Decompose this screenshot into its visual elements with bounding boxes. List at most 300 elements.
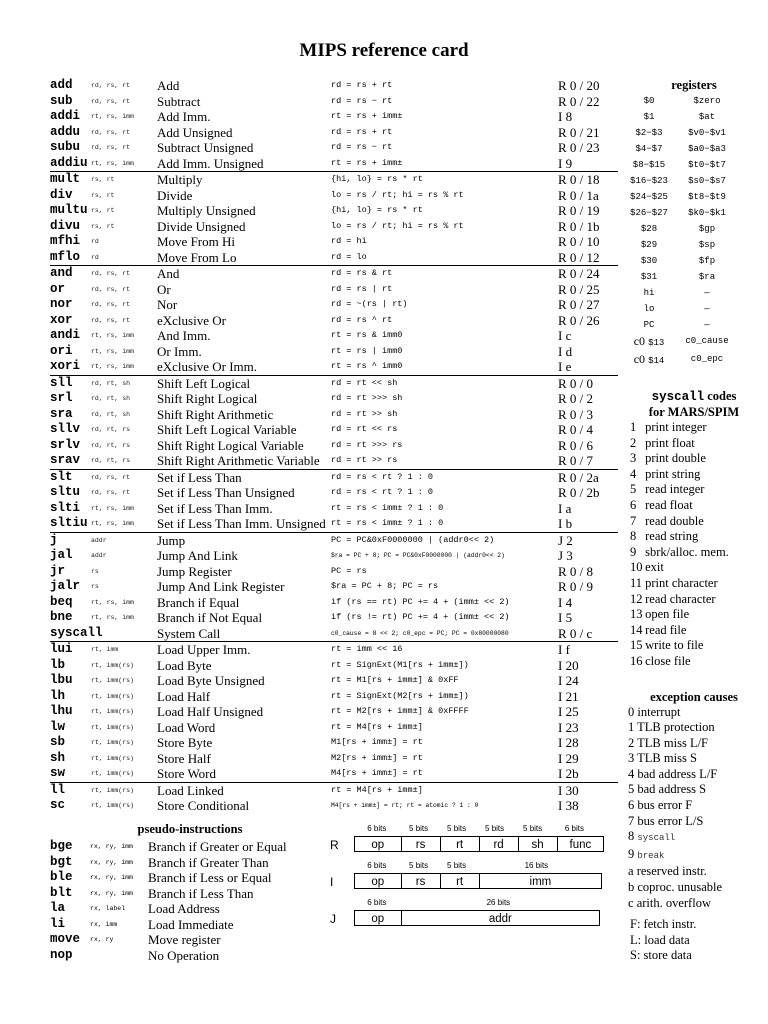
exception-code: 1 bbox=[628, 720, 638, 735]
format-field: op bbox=[354, 836, 401, 852]
exception-item bbox=[620, 782, 768, 798]
instruction-operands: rd, rt, sh bbox=[91, 395, 131, 403]
instruction-mnemonic: mult bbox=[50, 172, 91, 188]
pseudo-section bbox=[50, 822, 330, 963]
exception-label: TLB miss L/F bbox=[637, 735, 708, 750]
instruction-description: Store Conditional bbox=[157, 798, 250, 814]
instruction-semantics: rt = rs + imm± bbox=[331, 111, 403, 122]
pseudo-table bbox=[50, 839, 287, 963]
register-name: $gp bbox=[698, 224, 716, 234]
syscall-code: 7 bbox=[630, 513, 637, 528]
coprocessor-prefix: c0 bbox=[633, 334, 649, 348]
instruction-encoding: I 2b bbox=[558, 766, 579, 782]
format-label: J bbox=[330, 912, 336, 926]
instruction-row bbox=[50, 422, 618, 438]
instruction-row bbox=[50, 282, 618, 298]
register-number: PC bbox=[643, 320, 655, 330]
instruction-mnemonic: srav bbox=[50, 453, 81, 468]
instruction-row bbox=[50, 156, 618, 172]
format-field-bits: 6 bits bbox=[367, 898, 387, 907]
instruction-encoding: I 23 bbox=[558, 719, 579, 735]
register-row bbox=[620, 189, 768, 205]
instruction-operands: rt, imm(rs) bbox=[91, 708, 134, 716]
instruction-row bbox=[50, 532, 618, 548]
syscall-item bbox=[620, 545, 768, 561]
format-field: rs bbox=[401, 873, 440, 889]
instruction-operands: rt, rs, imm bbox=[91, 614, 134, 622]
exception-item bbox=[620, 896, 768, 912]
syscall-label: open file bbox=[642, 607, 690, 622]
register-number: $29 bbox=[640, 240, 658, 250]
instruction-description: Load Half Unsigned bbox=[157, 704, 264, 720]
instruction-encoding: R 0 / 9 bbox=[558, 579, 594, 595]
instruction-row bbox=[50, 359, 618, 375]
instruction-mnemonic: div bbox=[50, 187, 73, 202]
syscall-item bbox=[620, 560, 768, 576]
instruction-operands: rt, imm(rs) bbox=[91, 661, 134, 669]
instruction-encoding: R 0 / 12 bbox=[558, 249, 600, 265]
format-field-bits: 5 bits bbox=[447, 824, 467, 833]
instruction-row bbox=[50, 782, 618, 798]
instruction-mnemonic: addiu bbox=[50, 155, 88, 170]
format-row-r bbox=[330, 824, 598, 859]
format-fields bbox=[354, 910, 600, 926]
instruction-encoding: R 0 / 20 bbox=[558, 78, 600, 94]
instruction-semantics: if (rs == rt) PC += 4 + (imm± << 2) bbox=[331, 596, 510, 607]
syscall-code: 16 bbox=[630, 653, 643, 668]
exception-item bbox=[620, 814, 768, 830]
register-name: — bbox=[704, 288, 710, 298]
instruction-semantics: $ra = PC + 8; PC = PC&0xF0000000 | (addr0<< 2) bbox=[331, 552, 505, 560]
coprocessor-register-id: $14 bbox=[648, 356, 665, 366]
instruction-operands: addr bbox=[91, 532, 157, 548]
format-field: addr bbox=[401, 910, 601, 926]
instruction-operands: rd, rs, rt bbox=[91, 301, 131, 309]
instruction-mnemonic: jal bbox=[50, 548, 73, 563]
instruction-encoding: R 0 / 19 bbox=[558, 203, 600, 219]
instruction-operands: rt, rs, imm bbox=[91, 520, 134, 528]
instruction-row bbox=[50, 689, 618, 705]
format-field-bits: 5 bits bbox=[485, 824, 505, 833]
instruction-row bbox=[50, 78, 618, 94]
instruction-description: Nor bbox=[157, 297, 178, 313]
instruction-semantics: rd = lo bbox=[331, 251, 367, 262]
register-row bbox=[620, 237, 768, 253]
syscall-item bbox=[620, 607, 768, 623]
exception-label: coproc. unusable bbox=[637, 880, 723, 895]
instruction-encoding: R 0 / 7 bbox=[558, 453, 594, 469]
instruction-encoding: R 0 / 10 bbox=[558, 234, 600, 250]
instruction-description: Set if Less Than bbox=[157, 469, 331, 485]
instruction-operands: rd, rt, rs bbox=[91, 457, 131, 465]
instruction-semantics: PC = rs bbox=[331, 565, 367, 576]
registers-heading: registers bbox=[671, 78, 717, 92]
syscall-heading-code: syscall bbox=[651, 390, 705, 404]
syscall-heading-rest: codes bbox=[704, 389, 737, 403]
instruction-semantics: rd = rs | rt bbox=[331, 283, 393, 294]
exception-code: a bbox=[628, 864, 637, 879]
instruction-mnemonic: or bbox=[50, 281, 66, 296]
format-field: rt bbox=[440, 836, 479, 852]
instruction-encoding: I 28 bbox=[558, 735, 579, 751]
instruction-row bbox=[50, 658, 618, 674]
instruction-row bbox=[50, 453, 618, 469]
pseudo-description: Load Immediate bbox=[148, 916, 234, 932]
instruction-description: eXclusive Or bbox=[157, 312, 226, 328]
syscall-item bbox=[620, 436, 768, 452]
instruction-description: Add Imm. bbox=[157, 109, 211, 125]
instruction-semantics: rd = rs − rt bbox=[331, 142, 393, 153]
instruction-operands: rd, rt, rs bbox=[91, 441, 131, 449]
instruction-operands: rd, rs, rt bbox=[91, 128, 131, 136]
instruction-row bbox=[50, 94, 618, 110]
instruction-mnemonic: lhu bbox=[50, 704, 73, 719]
instruction-operands: rt, rs, imm bbox=[91, 504, 134, 512]
instruction-encoding: R 0 / 22 bbox=[558, 93, 600, 109]
instruction-row bbox=[50, 469, 618, 485]
register-number: $1 bbox=[643, 112, 655, 122]
exceptions-heading: exception causes bbox=[650, 689, 738, 704]
syscall-code: 4 bbox=[630, 466, 637, 481]
register-row bbox=[620, 173, 768, 189]
instruction-encoding: R 0 / 1a bbox=[558, 187, 599, 203]
exception-label: bus error L/S bbox=[637, 813, 704, 828]
instruction-semantics: rd = rt << rs bbox=[331, 424, 398, 435]
format-field-bits: 5 bits bbox=[409, 861, 429, 870]
instruction-mnemonic: slti bbox=[50, 500, 81, 515]
instruction-operands: rs bbox=[91, 583, 99, 591]
instruction-mnemonic: sub bbox=[50, 93, 73, 108]
instruction-semantics: rd = rt >> sh bbox=[331, 408, 398, 419]
instruction-encoding: I 4 bbox=[558, 594, 573, 610]
instruction-row bbox=[50, 140, 618, 156]
instruction-description: Store Half bbox=[157, 750, 211, 766]
instruction-operands: rt, imm(rs) bbox=[91, 692, 134, 700]
instruction-mnemonic: andi bbox=[50, 328, 81, 343]
pseudo-row bbox=[50, 917, 287, 933]
pseudo-row bbox=[50, 855, 287, 871]
instruction-description: Move From Lo bbox=[157, 249, 237, 265]
syscall-item bbox=[620, 638, 768, 654]
syscall-code: 15 bbox=[630, 638, 643, 653]
pseudo-mnemonic: nop bbox=[50, 947, 73, 962]
instruction-row bbox=[50, 109, 618, 125]
syscall-label: close file bbox=[642, 653, 691, 668]
instruction-mnemonic: lb bbox=[50, 657, 66, 672]
pseudo-row bbox=[50, 948, 287, 964]
syscall-label: print float bbox=[642, 435, 695, 450]
instruction-operands: rt, rs, imm bbox=[91, 332, 134, 340]
pseudo-row bbox=[50, 870, 287, 886]
coprocessor-register-name: c0_epc bbox=[690, 354, 724, 364]
pseudo-description: Branch if Greater Than bbox=[148, 854, 269, 870]
exception-code: 7 bbox=[628, 813, 638, 828]
exception-item bbox=[620, 751, 768, 767]
instruction-row bbox=[50, 595, 618, 611]
register-list bbox=[620, 93, 768, 369]
register-name: $s0−$s7 bbox=[688, 176, 726, 186]
exception-item bbox=[620, 767, 768, 783]
syscall-label: print integer bbox=[642, 420, 707, 434]
register-name: $sp bbox=[698, 240, 716, 250]
instruction-mnemonic: lbu bbox=[50, 673, 73, 688]
instruction-description: Shift Left Logical Variable bbox=[157, 422, 297, 438]
register-row bbox=[620, 93, 768, 109]
syscall-label: read integer bbox=[642, 482, 705, 497]
instruction-row bbox=[50, 188, 618, 204]
instruction-operands: rd, rs, rt bbox=[91, 316, 131, 324]
instruction-mnemonic: jr bbox=[50, 563, 66, 578]
instruction-mnemonic: sh bbox=[50, 750, 66, 765]
instruction-encoding: R 0 / 27 bbox=[558, 297, 600, 313]
instruction-mnemonic: ori bbox=[50, 343, 73, 358]
instruction-row bbox=[50, 375, 618, 391]
instruction-encoding: R 0 / c bbox=[558, 625, 593, 641]
instruction-row bbox=[50, 564, 618, 580]
syscall-code: 1 bbox=[630, 420, 637, 434]
instruction-semantics: lo = rs / rt; hi = rs % rt bbox=[331, 220, 464, 231]
instruction-encoding: R 0 / 4 bbox=[558, 422, 594, 438]
instruction-semantics: rd = rs < rt ? 1 : 0 bbox=[331, 469, 558, 485]
pseudo-mnemonic: li bbox=[50, 916, 66, 931]
exception-code: 0 bbox=[628, 704, 638, 719]
instruction-description: Shift Right Arithmetic bbox=[157, 406, 274, 422]
instruction-operands: rt, imm(rs) bbox=[91, 754, 134, 762]
instruction-encoding: I 5 bbox=[558, 610, 573, 626]
pseudo-description: No Operation bbox=[148, 947, 220, 963]
instruction-operands: rs, rt bbox=[91, 172, 157, 188]
instruction-semantics: rd = rs < rt ? 1 : 0 bbox=[331, 487, 434, 498]
instruction-semantics: rd = rs + rt bbox=[331, 126, 393, 137]
instruction-operands: rd bbox=[91, 253, 99, 261]
instruction-semantics: PC = PC&0xF0000000 | (addr0<< 2) bbox=[331, 532, 558, 548]
instruction-operands: rt, imm(rs) bbox=[91, 770, 134, 778]
syscall-item bbox=[620, 623, 768, 639]
coprocessor-register-row bbox=[620, 351, 768, 369]
instruction-row bbox=[50, 642, 618, 658]
exception-key bbox=[620, 917, 768, 964]
format-label: R bbox=[330, 838, 339, 852]
instruction-row bbox=[50, 391, 618, 407]
instruction-encoding: R 0 / 2b bbox=[558, 485, 600, 501]
right-column bbox=[620, 78, 768, 964]
exception-label: TLB protection bbox=[637, 720, 715, 735]
instruction-semantics: rd = rs + rt bbox=[331, 80, 393, 91]
instruction-description: Load Byte Unsigned bbox=[157, 673, 265, 689]
instruction-description: Load Linked bbox=[157, 782, 331, 798]
instruction-mnemonic: sltiu bbox=[50, 516, 88, 531]
instruction-row bbox=[50, 673, 618, 689]
syscall-label: read string bbox=[642, 529, 699, 544]
instruction-operands: rs, rt bbox=[91, 222, 115, 230]
register-number: $2−$3 bbox=[635, 128, 663, 138]
instruction-row bbox=[50, 501, 618, 517]
instruction-mnemonic: addi bbox=[50, 109, 81, 124]
format-field: imm bbox=[479, 873, 603, 889]
instruction-operands: rt, imm bbox=[91, 642, 157, 658]
pseudo-description: Branch if Less or Equal bbox=[148, 870, 272, 886]
instruction-semantics: rt = rs & imm0 bbox=[331, 330, 403, 341]
exception-list bbox=[620, 705, 768, 912]
format-field-bits: 16 bits bbox=[524, 861, 549, 870]
register-row bbox=[620, 317, 768, 333]
instruction-operands: rd, rs, rt bbox=[91, 489, 131, 497]
register-row bbox=[620, 221, 768, 237]
instruction-semantics: rt = M4[rs + imm±] bbox=[331, 721, 423, 732]
instruction-mnemonic: subu bbox=[50, 140, 81, 155]
instruction-operands: rt, imm(rs) bbox=[91, 739, 134, 747]
instruction-encoding: R 0 / 18 bbox=[558, 172, 618, 188]
instruction-description: Set if Less Than Unsigned bbox=[157, 485, 295, 501]
pseudo-row bbox=[50, 886, 287, 902]
format-field: func bbox=[557, 836, 605, 852]
pseudo-mnemonic: bge bbox=[50, 839, 73, 854]
exception-label: bus error F bbox=[637, 798, 693, 813]
instruction-semantics: rd = ~(rs | rt) bbox=[331, 299, 408, 310]
pseudo-operands: rx, ry, imm bbox=[90, 874, 133, 882]
syscall-item bbox=[620, 592, 768, 608]
instruction-description: Add bbox=[157, 78, 180, 94]
syscall-label: print character bbox=[642, 575, 718, 590]
instruction-row bbox=[50, 485, 618, 501]
instruction-semantics: rt = M2[rs + imm±] & 0xFFFF bbox=[331, 706, 469, 717]
syscall-code: 8 bbox=[630, 529, 637, 544]
syscall-code: 6 bbox=[630, 497, 637, 512]
register-name: $at bbox=[698, 112, 716, 122]
instruction-operands: rd, rt, rs bbox=[91, 426, 131, 434]
instruction-semantics: rt = rs + imm± bbox=[331, 157, 403, 168]
instruction-mnemonic: sw bbox=[50, 766, 66, 781]
syscall-code: 9 bbox=[630, 544, 637, 559]
exception-label: bad address S bbox=[637, 782, 707, 797]
instruction-encoding: R 0 / 25 bbox=[558, 281, 600, 297]
pseudo-row bbox=[50, 932, 287, 948]
instruction-encoding: R 0 / 21 bbox=[558, 124, 600, 140]
register-name: $zero bbox=[693, 96, 721, 106]
instruction-row bbox=[50, 751, 618, 767]
exception-code: 4 bbox=[628, 766, 638, 781]
coprocessor-register-number bbox=[620, 333, 678, 351]
instruction-encoding: I 38 bbox=[558, 798, 579, 814]
instruction-encoding: I 9 bbox=[558, 155, 573, 171]
exception-label: TLB miss S bbox=[637, 751, 697, 766]
instruction-operands: rd, rs, rt bbox=[91, 82, 131, 90]
instruction-encoding: R 0 / 1b bbox=[558, 218, 600, 234]
instruction-row bbox=[50, 735, 618, 751]
exception-key-item: F: fetch instr. bbox=[630, 917, 697, 932]
syscall-list bbox=[620, 420, 768, 670]
register-name: $t8−$t9 bbox=[688, 192, 726, 202]
exception-key-item: L: load data bbox=[630, 932, 690, 947]
instruction-mnemonic: divu bbox=[50, 218, 81, 233]
instruction-encoding: I 25 bbox=[558, 704, 579, 720]
instruction-description: Add Imm. Unsigned bbox=[157, 155, 264, 171]
instruction-operands: rt, rs, imm bbox=[91, 159, 134, 167]
instruction-operands: rt, rs, imm bbox=[91, 113, 134, 121]
instruction-mnemonic: ll bbox=[50, 782, 91, 798]
instruction-table bbox=[50, 78, 618, 814]
instruction-description: Jump And Link Register bbox=[157, 579, 285, 595]
instruction-row bbox=[50, 313, 618, 329]
instruction-mnemonic: addu bbox=[50, 124, 81, 139]
register-row bbox=[620, 301, 768, 317]
instruction-mnemonic: lw bbox=[50, 719, 66, 734]
instruction-encoding: I d bbox=[558, 343, 573, 359]
instruction-semantics: rd = rt >> rs bbox=[331, 455, 398, 466]
register-name: — bbox=[704, 320, 710, 330]
register-name: $fp bbox=[698, 256, 716, 266]
instruction-mnemonic: beq bbox=[50, 594, 73, 609]
instruction-encoding: R 0 / 23 bbox=[558, 140, 600, 156]
register-row bbox=[620, 285, 768, 301]
instruction-semantics: rt = imm << 16 bbox=[331, 642, 558, 658]
syscall-code: 3 bbox=[630, 451, 637, 466]
instruction-mnemonic: mfhi bbox=[50, 234, 81, 249]
instruction-mnemonic: nor bbox=[50, 297, 73, 312]
pseudo-mnemonic: blt bbox=[50, 885, 73, 900]
instruction-description: eXclusive Or Imm. bbox=[157, 359, 258, 375]
pseudo-operands: rx, ry, imm bbox=[90, 889, 133, 897]
exception-item bbox=[620, 720, 768, 736]
instruction-encoding: I 21 bbox=[558, 688, 579, 704]
instruction-encoding: I f bbox=[558, 642, 618, 658]
instruction-mnemonic: multu bbox=[50, 203, 88, 218]
exception-item bbox=[620, 864, 768, 880]
instruction-description: Subtract bbox=[157, 93, 201, 109]
instruction-description: Store Byte bbox=[157, 735, 213, 751]
instruction-encoding: R 0 / 0 bbox=[558, 375, 618, 391]
coprocessor-register-name: c0_cause bbox=[685, 336, 729, 346]
format-fields bbox=[354, 873, 602, 889]
exception-code: b bbox=[628, 880, 638, 895]
exception-label: break bbox=[637, 850, 665, 861]
instruction-operands: rs bbox=[91, 567, 99, 575]
instruction-semantics: rt = rs | imm0 bbox=[331, 345, 403, 356]
instruction-row bbox=[50, 328, 618, 344]
instruction-semantics: rd = rt >>> rs bbox=[331, 439, 403, 450]
format-field-bits: 6 bits bbox=[367, 824, 387, 833]
instruction-encoding: R 0 / 8 bbox=[558, 563, 594, 579]
exception-label: interrupt bbox=[637, 704, 681, 719]
instruction-mnemonic: xor bbox=[50, 312, 73, 327]
instruction-operands: rt, imm(rs) bbox=[91, 802, 134, 810]
instruction-encoding: R 0 / 2 bbox=[558, 391, 594, 407]
syscall-code: 13 bbox=[630, 607, 643, 622]
register-number: $0 bbox=[643, 96, 655, 106]
pseudo-row bbox=[50, 839, 287, 855]
instruction-description: Jump bbox=[157, 532, 331, 548]
instruction-description: Divide bbox=[157, 187, 193, 203]
instruction-semantics: rd = rt << sh bbox=[331, 375, 558, 391]
instruction-operands: rd, rs, rt bbox=[91, 97, 131, 105]
instruction-description: Shift Left Logical bbox=[157, 375, 331, 391]
instruction-operands: rt, imm(rs) bbox=[91, 723, 134, 731]
instruction-mnemonic: lui bbox=[50, 642, 91, 658]
instruction-encoding: R 0 / 6 bbox=[558, 437, 594, 453]
pseudo-mnemonic: move bbox=[50, 932, 81, 947]
instruction-semantics: lo = rs / rt; hi = rs % rt bbox=[331, 189, 464, 200]
instruction-semantics: c0_cause = 8 << 2; c0_epc = PC; PC = 0x80000080 bbox=[331, 629, 509, 637]
instruction-row bbox=[50, 704, 618, 720]
pseudo-row bbox=[50, 901, 287, 917]
instruction-operands: rd, rs, rt bbox=[91, 285, 131, 293]
register-row bbox=[620, 157, 768, 173]
syscall-label: sbrk/alloc. mem. bbox=[642, 544, 729, 559]
instruction-mnemonic: bne bbox=[50, 610, 73, 625]
syscall-item bbox=[620, 451, 768, 467]
instruction-encoding: I 29 bbox=[558, 750, 579, 766]
register-name: $v0−$v1 bbox=[688, 128, 726, 138]
